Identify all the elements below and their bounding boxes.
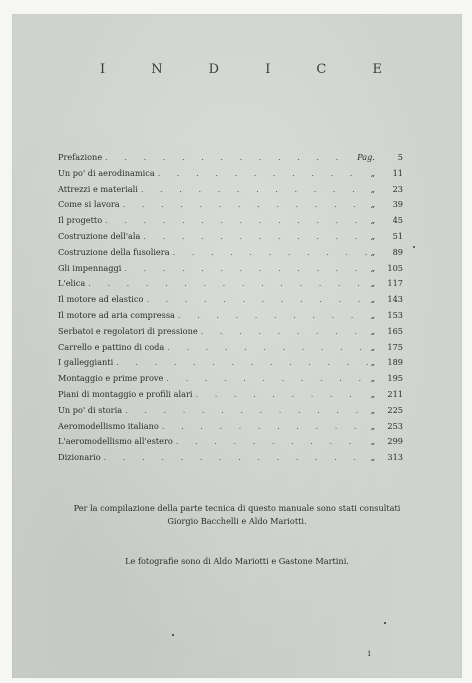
toc-page-prefix: „	[370, 420, 375, 431]
dot-leader	[176, 434, 368, 450]
toc-page-prefix: „	[370, 199, 375, 210]
toc-entry	[58, 324, 403, 340]
toc-entry-title: L'aeromodellismo all'estero	[58, 436, 173, 447]
toc-page-prefix: „	[370, 230, 375, 241]
dot-leader	[105, 150, 354, 166]
toc-entry-title: Come si lavora	[58, 199, 120, 210]
toc-entry-title: Costruzione della fusoliera	[58, 246, 170, 257]
toc-entry-title: I galleggianti	[58, 357, 114, 368]
toc-page-prefix: „	[370, 436, 375, 447]
title-letter: D	[208, 62, 220, 77]
paper-speck	[384, 622, 386, 624]
table-of-contents	[58, 150, 403, 466]
toc-page-number: 51	[392, 230, 403, 241]
dot-leader	[123, 197, 368, 213]
toc-page-number: 175	[387, 341, 403, 352]
dot-leader	[158, 166, 368, 182]
toc-page-number: 143	[387, 294, 403, 305]
toc-entry	[58, 403, 403, 419]
dot-leader	[116, 355, 368, 371]
toc-page-prefix: „	[370, 215, 375, 226]
dot-leader	[195, 387, 367, 403]
dot-leader	[166, 371, 367, 387]
toc-page-prefix: „	[370, 452, 375, 463]
toc-page-prefix: „	[370, 278, 375, 289]
toc-entry	[58, 276, 403, 292]
toc-page-prefix: „	[370, 309, 375, 320]
toc-page-number: 313	[387, 452, 403, 463]
toc-entry-title: L'elica	[58, 278, 86, 289]
toc-entry-title: Un po' di aerodinamica	[58, 167, 155, 178]
toc-page-prefix: „	[370, 294, 375, 305]
toc-page-prefix: „	[370, 246, 375, 257]
paper-speck	[413, 246, 415, 248]
toc-entry	[58, 229, 403, 245]
toc-page-number: 165	[387, 325, 403, 336]
dot-leader	[162, 419, 368, 435]
toc-entry	[58, 292, 403, 308]
toc-page-prefix: „	[370, 373, 375, 384]
toc-entry	[58, 197, 403, 213]
index-title	[100, 62, 382, 77]
dot-leader	[173, 245, 368, 261]
toc-page-number: 153	[387, 309, 403, 320]
book-page	[12, 14, 462, 678]
dot-leader	[143, 229, 367, 245]
toc-entry-title: Un po' di storia	[58, 404, 123, 415]
credits-line: Per la compilazione della parte tecnica di questo manuale sono stati consultati	[73, 503, 401, 513]
toc-page-number: 39	[392, 199, 403, 210]
toc-page-number: 11	[392, 167, 403, 178]
toc-page-number: 45	[392, 215, 403, 226]
toc-page-number: 299	[387, 436, 403, 447]
dot-leader	[88, 276, 368, 292]
title-letter: I	[265, 62, 271, 77]
dot-leader	[141, 182, 368, 198]
toc-entry	[58, 434, 403, 450]
toc-entry	[58, 419, 403, 435]
toc-entry-title: Serbatoi e regolatori di pressione	[58, 325, 198, 336]
toc-entry-title: Carrello e pattino di coda	[58, 341, 165, 352]
dot-leader	[104, 450, 368, 466]
toc-entry-title: Il progetto	[58, 215, 103, 226]
credits-line: Le fotografie sono di Aldo Mariotti e Gastone Martini.	[125, 556, 349, 566]
toc-entry	[58, 182, 403, 198]
dot-leader	[125, 403, 368, 419]
toc-page-number: 89	[392, 246, 403, 257]
toc-entry-title: Costruzione dell'ala	[58, 230, 141, 241]
toc-entry	[58, 245, 403, 261]
toc-page-number: 253	[387, 420, 403, 431]
toc-entry-title: Aeromodellismo italiano	[58, 420, 159, 431]
toc-entry	[58, 261, 403, 277]
toc-entry	[58, 213, 403, 229]
toc-entry-title: Gli impennaggi	[58, 262, 122, 273]
toc-entry	[58, 340, 403, 356]
dot-leader	[105, 213, 368, 229]
toc-entry	[58, 166, 403, 182]
toc-entry-title: Dizionario	[58, 452, 101, 463]
toc-page-number: 189	[387, 357, 403, 368]
page-number: 1	[367, 650, 372, 658]
toc-page-prefix: „	[370, 167, 375, 178]
title-letter: E	[372, 62, 382, 77]
dot-leader	[201, 324, 368, 340]
dot-leader	[178, 308, 368, 324]
dot-leader	[167, 340, 367, 356]
toc-entry	[58, 387, 403, 403]
technical-credits	[12, 502, 462, 528]
toc-page-prefix: „	[370, 357, 375, 368]
toc-page-number: 225	[387, 404, 403, 415]
toc-entry-title: Piani di montaggio e profili alari	[58, 388, 193, 399]
toc-entry-title: Il motore ad elastico	[58, 294, 144, 305]
toc-entry	[58, 371, 403, 387]
toc-entry-title: Prefazione	[58, 152, 103, 162]
toc-page-prefix: „	[370, 183, 375, 194]
toc-entry	[58, 150, 403, 166]
toc-page-prefix: „	[370, 262, 375, 273]
toc-entry-title: Montaggio e prime prove	[58, 373, 164, 384]
photo-credits	[12, 555, 462, 568]
toc-entry	[58, 308, 403, 324]
toc-page-number: 5	[397, 152, 403, 162]
credits-line: Giorgio Bacchelli e Aldo Mariotti.	[167, 516, 307, 526]
toc-page-number: 105	[387, 262, 403, 273]
toc-entry-title: Il motore ad aria compressa	[58, 309, 175, 320]
toc-entry	[58, 355, 403, 371]
toc-page-prefix: „	[370, 388, 375, 399]
toc-entry-title: Attrezzi e materiali	[58, 183, 138, 194]
toc-page-prefix: „	[370, 325, 375, 336]
toc-page-prefix: „	[370, 341, 375, 352]
dot-leader	[124, 261, 367, 277]
toc-page-number: 117	[387, 278, 403, 289]
toc-entry	[58, 450, 403, 466]
toc-page-number: 23	[392, 183, 403, 194]
toc-page-prefix: Pag.	[357, 152, 375, 162]
paper-speck	[172, 634, 174, 636]
title-letter: C	[316, 62, 327, 77]
toc-page-prefix: „	[370, 404, 375, 415]
title-letter: N	[151, 62, 163, 77]
toc-page-number: 211	[387, 388, 403, 399]
dot-leader	[146, 292, 367, 308]
toc-page-number: 195	[387, 373, 403, 384]
title-letter: I	[100, 62, 106, 77]
